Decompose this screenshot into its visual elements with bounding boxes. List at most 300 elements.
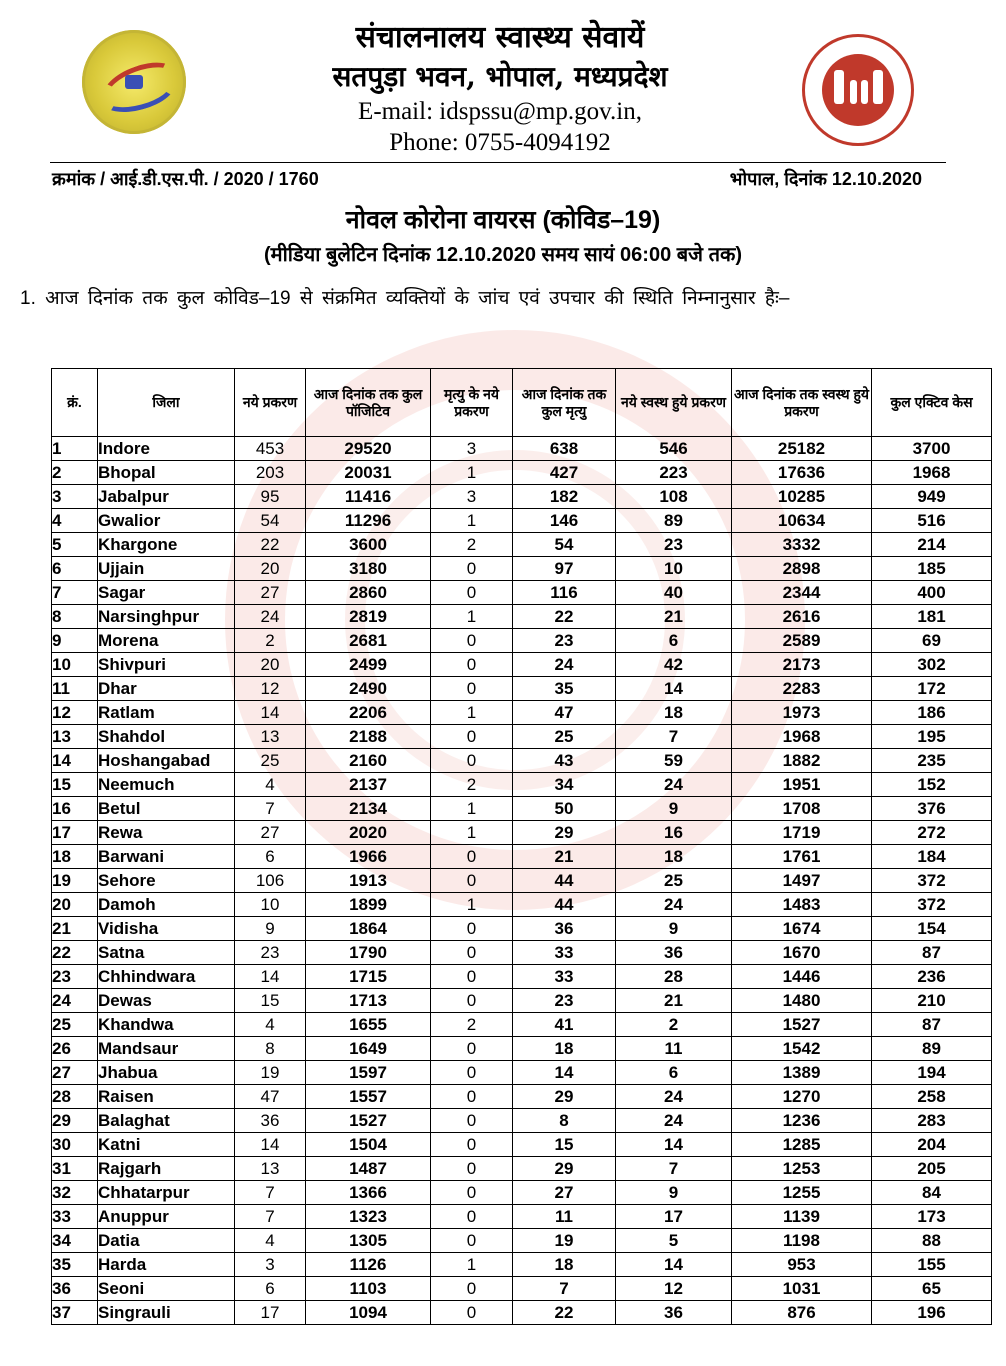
table-row bbox=[52, 581, 992, 605]
header-cell: आज दिनांक तक कुल मृत्यु bbox=[513, 369, 616, 437]
table-cell: 2206 bbox=[306, 701, 431, 725]
table-cell: 19 bbox=[52, 869, 98, 893]
table-cell: Barwani bbox=[98, 845, 235, 869]
org-line-1: संचालनालय स्वास्थ्य सेवायें bbox=[355, 20, 645, 55]
table-cell: 2 bbox=[431, 773, 513, 797]
table-cell: 108 bbox=[616, 485, 732, 509]
table-cell: 15 bbox=[513, 1133, 616, 1157]
table-cell: 1389 bbox=[732, 1061, 872, 1085]
table-cell: 1761 bbox=[732, 845, 872, 869]
table-cell: 1 bbox=[431, 893, 513, 917]
table-cell: 25 bbox=[616, 869, 732, 893]
table-cell: 154 bbox=[872, 917, 992, 941]
table-row bbox=[52, 893, 992, 917]
table-cell: 2 bbox=[431, 533, 513, 557]
table-cell: 1968 bbox=[732, 725, 872, 749]
letterhead bbox=[250, 18, 750, 158]
table-cell: 42 bbox=[616, 653, 732, 677]
table-cell: 1126 bbox=[306, 1253, 431, 1277]
table-cell: 272 bbox=[872, 821, 992, 845]
table-cell: 3332 bbox=[732, 533, 872, 557]
table-row bbox=[52, 1109, 992, 1133]
table-cell: 11416 bbox=[306, 485, 431, 509]
bulletin-subtitle: (मीडिया बुलेटिन दिनांक 12.10.2020 समय सायं 06:00 बजे तक) bbox=[263, 244, 742, 266]
table-cell: 47 bbox=[235, 1085, 306, 1109]
table-cell: Khandwa bbox=[98, 1013, 235, 1037]
table-cell: 7 bbox=[235, 797, 306, 821]
table-cell: 1480 bbox=[732, 989, 872, 1013]
table-cell: 44 bbox=[513, 893, 616, 917]
table-cell: Sagar bbox=[98, 581, 235, 605]
table-cell: 10 bbox=[235, 893, 306, 917]
table-cell: 1968 bbox=[872, 461, 992, 485]
table-cell: 181 bbox=[872, 605, 992, 629]
table-cell: 35 bbox=[52, 1253, 98, 1277]
table-cell: 1 bbox=[431, 509, 513, 533]
table-cell: 19 bbox=[513, 1229, 616, 1253]
table-cell: 1674 bbox=[732, 917, 872, 941]
table-cell: Ujjain bbox=[98, 557, 235, 581]
table-cell: 2137 bbox=[306, 773, 431, 797]
table-cell: 1 bbox=[431, 701, 513, 725]
table-cell: 40 bbox=[616, 581, 732, 605]
table-cell: 2819 bbox=[306, 605, 431, 629]
table-cell: 23 bbox=[616, 533, 732, 557]
table-cell: 24 bbox=[235, 605, 306, 629]
table-cell: 2188 bbox=[306, 725, 431, 749]
table-cell: 21 bbox=[616, 605, 732, 629]
table-cell: 185 bbox=[872, 557, 992, 581]
table-cell: 376 bbox=[872, 797, 992, 821]
table-cell: 36 bbox=[52, 1277, 98, 1301]
table-cell: 16 bbox=[52, 797, 98, 821]
table-cell: 33 bbox=[513, 965, 616, 989]
table-row bbox=[52, 965, 992, 989]
table-cell: 1 bbox=[431, 605, 513, 629]
table-cell: 7 bbox=[235, 1181, 306, 1205]
table-cell: 372 bbox=[872, 893, 992, 917]
table-cell: Gwalior bbox=[98, 509, 235, 533]
table-cell: 20 bbox=[235, 557, 306, 581]
table-cell: 4 bbox=[235, 1229, 306, 1253]
table-cell: Indore bbox=[98, 437, 235, 461]
table-cell: 1913 bbox=[306, 869, 431, 893]
table-cell: 1973 bbox=[732, 701, 872, 725]
table-cell: 427 bbox=[513, 461, 616, 485]
table-cell: Shahdol bbox=[98, 725, 235, 749]
table-cell: 4 bbox=[52, 509, 98, 533]
table-cell: Damoh bbox=[98, 893, 235, 917]
table-cell: 97 bbox=[513, 557, 616, 581]
table-cell: 0 bbox=[431, 1181, 513, 1205]
table-row bbox=[52, 1181, 992, 1205]
bulletin-title: नोवल कोरोना वायरस (कोविड–19) bbox=[345, 206, 661, 234]
table-cell: 44 bbox=[513, 869, 616, 893]
table-cell: 5 bbox=[616, 1229, 732, 1253]
table-cell: 2 bbox=[235, 629, 306, 653]
table-cell: Mandsaur bbox=[98, 1037, 235, 1061]
table-cell: 7 bbox=[235, 1205, 306, 1229]
table-cell: 22 bbox=[52, 941, 98, 965]
table-row bbox=[52, 773, 992, 797]
header-cell: क्रं. bbox=[52, 369, 98, 437]
table-cell: Neemuch bbox=[98, 773, 235, 797]
table-cell: 152 bbox=[872, 773, 992, 797]
table-row bbox=[52, 1061, 992, 1085]
table-cell: 0 bbox=[431, 845, 513, 869]
table-cell: 638 bbox=[513, 437, 616, 461]
table-cell: 1305 bbox=[306, 1229, 431, 1253]
table-cell: 2344 bbox=[732, 581, 872, 605]
table-cell: 9 bbox=[235, 917, 306, 941]
table-cell: 3 bbox=[52, 485, 98, 509]
table-cell: 0 bbox=[431, 653, 513, 677]
table-cell: 29 bbox=[513, 821, 616, 845]
table-cell: Chhatarpur bbox=[98, 1181, 235, 1205]
table-cell: Sehore bbox=[98, 869, 235, 893]
table-cell: 12 bbox=[52, 701, 98, 725]
table-cell: 29 bbox=[52, 1109, 98, 1133]
table-cell: 5 bbox=[52, 533, 98, 557]
table-cell: 18 bbox=[52, 845, 98, 869]
table-cell: 223 bbox=[616, 461, 732, 485]
table-cell: 372 bbox=[872, 869, 992, 893]
table-cell: 546 bbox=[616, 437, 732, 461]
table-cell: 214 bbox=[872, 533, 992, 557]
table-row bbox=[52, 629, 992, 653]
table-cell: 4 bbox=[235, 773, 306, 797]
header-cell: आज दिनांक तक कुल पॉजिटिव bbox=[306, 369, 431, 437]
table-cell: 21 bbox=[616, 989, 732, 1013]
table-cell: 37 bbox=[52, 1301, 98, 1325]
header-cell: आज दिनांक तक स्वस्थ हुये प्रकरण bbox=[732, 369, 872, 437]
table-cell: 27 bbox=[235, 821, 306, 845]
table-cell: 876 bbox=[732, 1301, 872, 1325]
table-cell: 0 bbox=[431, 725, 513, 749]
table-cell: 1951 bbox=[732, 773, 872, 797]
phone-line: Phone: 0755-4094192 bbox=[389, 129, 611, 156]
table-cell: 13 bbox=[235, 725, 306, 749]
table-cell: 11296 bbox=[306, 509, 431, 533]
table-cell: 23 bbox=[513, 989, 616, 1013]
table-row bbox=[52, 1013, 992, 1037]
table-cell: 0 bbox=[431, 1157, 513, 1181]
table-cell: 20031 bbox=[306, 461, 431, 485]
table-cell: Seoni bbox=[98, 1277, 235, 1301]
table-cell: 0 bbox=[431, 1301, 513, 1325]
table-cell: 35 bbox=[513, 677, 616, 701]
table-cell: 17636 bbox=[732, 461, 872, 485]
nrhm-logo bbox=[790, 30, 926, 150]
table-cell: 2134 bbox=[306, 797, 431, 821]
table-cell: 8 bbox=[513, 1109, 616, 1133]
table-cell: 24 bbox=[52, 989, 98, 1013]
table-cell: Katni bbox=[98, 1133, 235, 1157]
table-cell: 25 bbox=[52, 1013, 98, 1037]
table-cell: 29 bbox=[513, 1085, 616, 1109]
table-cell: 184 bbox=[872, 845, 992, 869]
header-cell: जिला bbox=[98, 369, 235, 437]
table-row bbox=[52, 1157, 992, 1181]
table-cell: 116 bbox=[513, 581, 616, 605]
table-cell: 6 bbox=[616, 1061, 732, 1085]
header-cell: मृत्यु के नये प्रकरण bbox=[431, 369, 513, 437]
idsp-logo bbox=[82, 30, 186, 134]
table-row bbox=[52, 605, 992, 629]
table-cell: 0 bbox=[431, 1037, 513, 1061]
table-cell: 31 bbox=[52, 1157, 98, 1181]
table-cell: 1708 bbox=[732, 797, 872, 821]
table-cell: 0 bbox=[431, 941, 513, 965]
table-cell: 2681 bbox=[306, 629, 431, 653]
table-cell: 1 bbox=[431, 461, 513, 485]
table-cell: 27 bbox=[513, 1181, 616, 1205]
table-cell: 236 bbox=[872, 965, 992, 989]
table-cell: 88 bbox=[872, 1229, 992, 1253]
table-row bbox=[52, 869, 992, 893]
table-cell: 6 bbox=[235, 1277, 306, 1301]
table-cell: 2160 bbox=[306, 749, 431, 773]
table-cell: 194 bbox=[872, 1061, 992, 1085]
table-header-row bbox=[52, 369, 992, 437]
table-cell: 34 bbox=[52, 1229, 98, 1253]
table-cell: 9 bbox=[616, 797, 732, 821]
table-cell: 1446 bbox=[732, 965, 872, 989]
table-cell: 8 bbox=[52, 605, 98, 629]
table-cell: 25182 bbox=[732, 437, 872, 461]
table-cell: 95 bbox=[235, 485, 306, 509]
table-row bbox=[52, 1085, 992, 1109]
table-cell: 1542 bbox=[732, 1037, 872, 1061]
table-cell: 1236 bbox=[732, 1109, 872, 1133]
table-cell: 302 bbox=[872, 653, 992, 677]
header-cell: नये प्रकरण bbox=[235, 369, 306, 437]
table-cell: Anuppur bbox=[98, 1205, 235, 1229]
table-cell: 11 bbox=[513, 1205, 616, 1229]
table-cell: 949 bbox=[872, 485, 992, 509]
table-cell: Ratlam bbox=[98, 701, 235, 725]
table-row bbox=[52, 845, 992, 869]
table-cell: 13 bbox=[235, 1157, 306, 1181]
table-cell: 10 bbox=[52, 653, 98, 677]
table-cell: 23 bbox=[52, 965, 98, 989]
table-cell: 25 bbox=[235, 749, 306, 773]
table-cell: 14 bbox=[616, 1133, 732, 1157]
table-cell: 0 bbox=[431, 1085, 513, 1109]
table-cell: 1366 bbox=[306, 1181, 431, 1205]
table-cell: 24 bbox=[616, 1085, 732, 1109]
table-row bbox=[52, 461, 992, 485]
table-cell: 155 bbox=[872, 1253, 992, 1277]
table-cell: 41 bbox=[513, 1013, 616, 1037]
table-row bbox=[52, 1205, 992, 1229]
table-cell: 203 bbox=[235, 461, 306, 485]
table-cell: 6 bbox=[235, 845, 306, 869]
table-cell: 7 bbox=[616, 725, 732, 749]
table-cell: 89 bbox=[616, 509, 732, 533]
table-cell: 1864 bbox=[306, 917, 431, 941]
table-cell: 1483 bbox=[732, 893, 872, 917]
table-cell: 7 bbox=[513, 1277, 616, 1301]
table-cell: 22 bbox=[513, 1301, 616, 1325]
table-cell: 15 bbox=[235, 989, 306, 1013]
table-cell: 0 bbox=[431, 557, 513, 581]
table-cell: 24 bbox=[616, 773, 732, 797]
table-cell: 87 bbox=[872, 941, 992, 965]
table-cell: 11 bbox=[52, 677, 98, 701]
table-cell: 1527 bbox=[732, 1013, 872, 1037]
table-row bbox=[52, 797, 992, 821]
table-cell: 1139 bbox=[732, 1205, 872, 1229]
table-cell: 22 bbox=[235, 533, 306, 557]
table-cell: 1655 bbox=[306, 1013, 431, 1037]
table-cell: 1198 bbox=[732, 1229, 872, 1253]
table-row bbox=[52, 1229, 992, 1253]
table-cell: 14 bbox=[513, 1061, 616, 1085]
table-cell: 36 bbox=[513, 917, 616, 941]
table-cell: 19 bbox=[235, 1061, 306, 1085]
reference-number: क्रमांक / आई.डी.एस.पी. / 2020 / 1760 bbox=[52, 169, 319, 189]
table-cell: 2283 bbox=[732, 677, 872, 701]
table-row bbox=[52, 749, 992, 773]
table-cell: 283 bbox=[872, 1109, 992, 1133]
table-cell: 13 bbox=[52, 725, 98, 749]
table-cell: 29 bbox=[513, 1157, 616, 1181]
table-cell: 516 bbox=[872, 509, 992, 533]
table-cell: 1253 bbox=[732, 1157, 872, 1181]
table-cell: 2898 bbox=[732, 557, 872, 581]
table-cell: 21 bbox=[513, 845, 616, 869]
table-cell: 172 bbox=[872, 677, 992, 701]
table-cell: 0 bbox=[431, 749, 513, 773]
table-cell: 10634 bbox=[732, 509, 872, 533]
table-row bbox=[52, 485, 992, 509]
table-cell: 22 bbox=[513, 605, 616, 629]
intro-paragraph: 1. आज दिनांक तक कुल कोविड–19 से संक्रमित व्यक्तियों के जांच एवं उपचार की स्थिति निम्नानुसार हैः– bbox=[20, 288, 790, 309]
table-cell: 11 bbox=[616, 1037, 732, 1061]
table-cell: 7 bbox=[52, 581, 98, 605]
table-cell: 1 bbox=[431, 797, 513, 821]
table-cell: Dhar bbox=[98, 677, 235, 701]
table-cell: 1719 bbox=[732, 821, 872, 845]
table-cell: 18 bbox=[513, 1037, 616, 1061]
table-cell: 23 bbox=[235, 941, 306, 965]
table-row bbox=[52, 557, 992, 581]
table-cell: 87 bbox=[872, 1013, 992, 1037]
table-cell: 10 bbox=[616, 557, 732, 581]
table-cell: 182 bbox=[513, 485, 616, 509]
table-cell: 18 bbox=[616, 701, 732, 725]
header-cell: कुल एक्टिव केस bbox=[872, 369, 992, 437]
table-cell: 3 bbox=[235, 1253, 306, 1277]
table-cell: 23 bbox=[513, 629, 616, 653]
table-row bbox=[52, 677, 992, 701]
table-cell: Rewa bbox=[98, 821, 235, 845]
table-row bbox=[52, 1301, 992, 1325]
table-cell: 8 bbox=[235, 1037, 306, 1061]
table-cell: 953 bbox=[732, 1253, 872, 1277]
table-cell: 26 bbox=[52, 1037, 98, 1061]
table-cell: 9 bbox=[52, 629, 98, 653]
table-cell: 2616 bbox=[732, 605, 872, 629]
table-cell: 1527 bbox=[306, 1109, 431, 1133]
table-cell: 29520 bbox=[306, 437, 431, 461]
table-cell: 32 bbox=[52, 1181, 98, 1205]
table-cell: 14 bbox=[235, 701, 306, 725]
table-cell: 43 bbox=[513, 749, 616, 773]
table-cell: 1790 bbox=[306, 941, 431, 965]
table-cell: Chhindwara bbox=[98, 965, 235, 989]
table-cell: 0 bbox=[431, 1277, 513, 1301]
place-date: भोपाल, दिनांक 12.10.2020 bbox=[729, 169, 922, 189]
table-cell: 1597 bbox=[306, 1061, 431, 1085]
district-covid-table bbox=[51, 368, 992, 1325]
table-cell: 0 bbox=[431, 677, 513, 701]
table-cell: 89 bbox=[872, 1037, 992, 1061]
table-cell: 12 bbox=[235, 677, 306, 701]
table-cell: 10285 bbox=[732, 485, 872, 509]
table-cell: 30 bbox=[52, 1133, 98, 1157]
table-cell: Jhabua bbox=[98, 1061, 235, 1085]
table-cell: 3 bbox=[431, 485, 513, 509]
table-row bbox=[52, 509, 992, 533]
table-cell: 0 bbox=[431, 1061, 513, 1085]
table-cell: 7 bbox=[616, 1157, 732, 1181]
table-cell: 20 bbox=[235, 653, 306, 677]
table-cell: 54 bbox=[235, 509, 306, 533]
table-cell: 33 bbox=[513, 941, 616, 965]
table-row bbox=[52, 1277, 992, 1301]
table-cell: 1 bbox=[431, 821, 513, 845]
table-cell: 2589 bbox=[732, 629, 872, 653]
table-row bbox=[52, 1133, 992, 1157]
table-cell: 1649 bbox=[306, 1037, 431, 1061]
table-cell: 1031 bbox=[732, 1277, 872, 1301]
table-cell: 15 bbox=[52, 773, 98, 797]
table-cell: 1 bbox=[431, 1253, 513, 1277]
table-cell: Betul bbox=[98, 797, 235, 821]
table-cell: 186 bbox=[872, 701, 992, 725]
table-cell: 0 bbox=[431, 1109, 513, 1133]
table-cell: 18 bbox=[513, 1253, 616, 1277]
table-cell: Shivpuri bbox=[98, 653, 235, 677]
table-cell: 36 bbox=[235, 1109, 306, 1133]
table-cell: 1285 bbox=[732, 1133, 872, 1157]
table-cell: 14 bbox=[616, 1253, 732, 1277]
table-cell: 14 bbox=[235, 1133, 306, 1157]
table-cell: 0 bbox=[431, 1205, 513, 1229]
table-cell: Balaghat bbox=[98, 1109, 235, 1133]
table-cell: 210 bbox=[872, 989, 992, 1013]
table-cell: 2173 bbox=[732, 653, 872, 677]
table-cell: Raisen bbox=[98, 1085, 235, 1109]
table-cell: 4 bbox=[235, 1013, 306, 1037]
table-cell: Khargone bbox=[98, 533, 235, 557]
table-cell: 20 bbox=[52, 893, 98, 917]
table-cell: 9 bbox=[616, 917, 732, 941]
table-cell: 2490 bbox=[306, 677, 431, 701]
table-cell: Datia bbox=[98, 1229, 235, 1253]
table-cell: Bhopal bbox=[98, 461, 235, 485]
table-cell: 235 bbox=[872, 749, 992, 773]
table-cell: 36 bbox=[616, 1301, 732, 1325]
table-cell: 9 bbox=[616, 1181, 732, 1205]
org-line-2: सतपुड़ा भवन, भोपाल, मध्यप्रदेश bbox=[332, 60, 668, 93]
table-cell: 3 bbox=[431, 437, 513, 461]
table-cell: 1899 bbox=[306, 893, 431, 917]
table-cell: 17 bbox=[616, 1205, 732, 1229]
table-cell: 173 bbox=[872, 1205, 992, 1229]
